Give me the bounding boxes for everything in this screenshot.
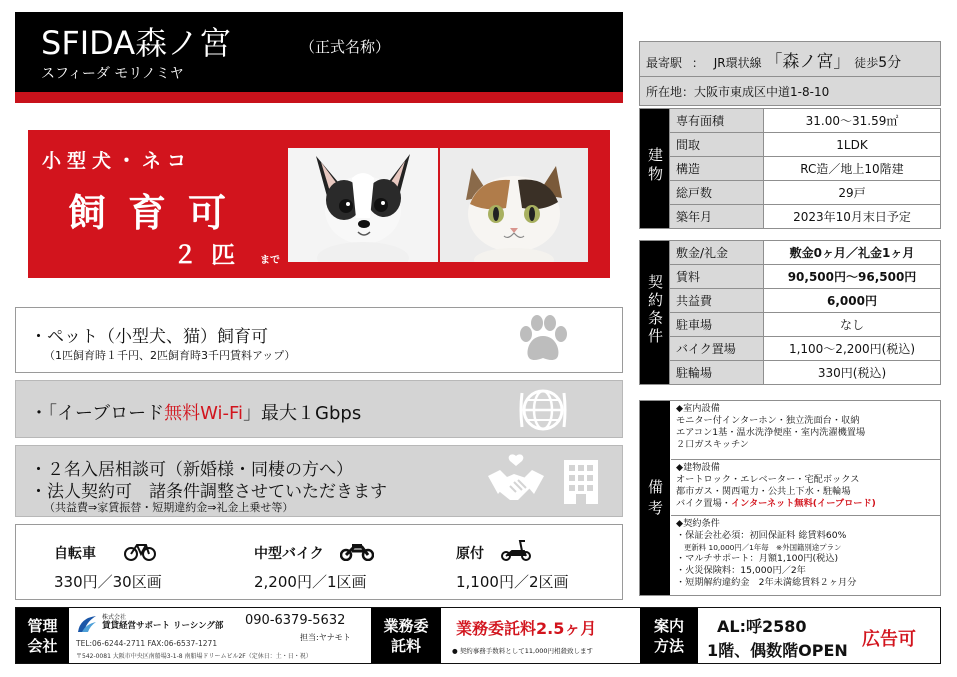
company-phone[interactable]: 090-6379-5632 (245, 613, 346, 628)
building-row (640, 157, 941, 181)
parking-motorcycle-label: 中型バイク (254, 546, 324, 562)
contract-row (640, 313, 941, 337)
station-cell (640, 42, 941, 77)
contract-row (640, 289, 941, 313)
contract-value: なし (764, 313, 941, 337)
feature-parking (15, 524, 623, 600)
contract-row (640, 241, 941, 265)
cat-photo (440, 148, 588, 262)
footer-guide-block (699, 608, 940, 663)
footer-commission-label (371, 608, 441, 663)
building-key: 構造 (670, 157, 764, 181)
footer-bar (15, 607, 941, 664)
company-tel-fax: TEL:06-6244-2711 FAX:06-6537-1271 (76, 639, 218, 648)
parking-scooter-price: 1,100円／2区画 (456, 573, 569, 591)
building-value: 2023年10月末日予定 (764, 205, 941, 229)
building-key: 築年月 (670, 205, 764, 229)
contract-key: 共益費 (670, 289, 764, 313)
building-label-text: 建物 (646, 147, 664, 185)
address-row (640, 77, 941, 106)
commission-value: 業務委託料2.5ヶ月 (456, 619, 597, 638)
contract-value: 敷金0ヶ月／礼金1ヶ月 (764, 241, 941, 265)
station-label: 最寄駅 (646, 55, 683, 70)
remarks-contract-line: ・短期解約違約金 2年未満総賃料２ヶ月分 (676, 577, 857, 588)
remarks-building-title: ◆建物設備 (676, 462, 720, 473)
feature-contract-sub: （共益費⇒家賃振替・短期違約金⇒礼金上乗せ等） (44, 501, 294, 514)
header-bar (15, 12, 623, 92)
remarks-room-block (671, 401, 940, 460)
remarks-room-line: ２口ガスキッチン (676, 439, 749, 450)
contract-row (640, 361, 941, 385)
station-line: JR環状線 (713, 55, 762, 70)
ad-allowed-label: 広告可 (862, 629, 916, 650)
footer-company-block (70, 608, 370, 663)
feature-wifi-text (30, 399, 361, 425)
feature-pet-main: ・ペット（小型犬、猫）飼育可 (30, 327, 268, 347)
building-table (639, 108, 941, 229)
paw-icon (516, 314, 570, 366)
remarks-building-line-last (676, 498, 940, 510)
pet-count-unit: まで (260, 255, 280, 266)
station-address-table (639, 41, 941, 106)
dog-illustration (288, 148, 438, 262)
cat-illustration (440, 148, 588, 262)
address-value: ：大阪市東成区中道1-8-10 (682, 84, 830, 99)
remarks-room-line: モニター付インターホン・独立洗面台・収納 (676, 415, 860, 426)
building-row (640, 205, 941, 229)
contract-value: 90,500円～96,500円 (764, 265, 941, 289)
contract-key: 駐車場 (670, 313, 764, 337)
contract-value: 330円(税込) (764, 361, 941, 385)
remarks-contract-block (671, 516, 940, 597)
pet-banner (28, 130, 610, 278)
official-name-tag: （正式名称） (300, 38, 391, 56)
pet-type-label: 小型犬・ネコ (42, 150, 193, 172)
contract-row (640, 337, 941, 361)
remarks-building-block (671, 460, 940, 516)
parking-bicycle-price: 330円／30区画 (54, 573, 162, 591)
building-key: 専有面積 (670, 109, 764, 133)
wifi-text-highlight: 無料Wi-Fi (164, 403, 244, 424)
building-value: 31.00～31.59㎡ (764, 109, 941, 133)
property-name: SFIDA森ノ宮 (41, 24, 232, 62)
guide-line-1: AL:呼2580 (717, 617, 807, 636)
commission-note: ● 契約事務手数料として11,000円相殺致します (452, 647, 593, 655)
contract-key: 賃料 (670, 265, 764, 289)
building-row (640, 181, 941, 205)
building-icon (560, 456, 602, 506)
header-stripe (15, 92, 623, 103)
building-key: 総戸数 (670, 181, 764, 205)
station-walk-minutes: 5分 (878, 54, 902, 71)
building-value: RC造／地上10階建 (764, 157, 941, 181)
footer-guide-label-text: 案内方法 (653, 617, 684, 655)
wifi-text-post: 」最大１Gbps (243, 403, 362, 424)
feature-contract-line1: ・２名入居相談可（新婚様・同棲の方へ） (30, 460, 353, 480)
contract-section-label (640, 241, 670, 385)
property-kana: スフィーダ モリノミヤ (41, 66, 184, 82)
remarks-room-line: エアコン1基・温水洗浄便座・室内洗濯機置場 (676, 427, 866, 438)
feature-contract-line2: ・法人契約可 諸条件調整させていただきます (30, 482, 387, 502)
feature-wifi (15, 380, 623, 438)
station-walk-prefix: 徒歩 (854, 55, 879, 70)
feature-pet (15, 307, 623, 373)
address-label: 所在地 (646, 84, 683, 99)
building-row (640, 133, 941, 157)
contract-key: 駐輪場 (670, 361, 764, 385)
globe-icon (518, 385, 568, 435)
station-name: 「森ノ宮」 (765, 51, 851, 72)
company-logo-icon (76, 614, 98, 634)
building-value: 29戸 (764, 181, 941, 205)
remarks-contract-small: 更新料 10,000円／1年毎 ※外国籍別途プラン (684, 543, 842, 552)
remarks-internet-free: インターネット無料(イーブロード) (730, 498, 876, 509)
footer-commission-label-text: 業務委託料 (383, 617, 429, 655)
company-small-label: 株式会社 (102, 614, 127, 621)
footer-guide-label (640, 608, 698, 663)
feature-contract (15, 445, 623, 517)
parking-motorcycle-price: 2,200円／1区画 (254, 573, 367, 591)
pet-count: ２匹 (173, 241, 249, 269)
handshake-icon (486, 454, 546, 508)
station-row (640, 42, 941, 77)
footer-mgmt-label (16, 608, 69, 663)
building-key: 間取 (670, 133, 764, 157)
remarks-bike-parking: バイク置場・ (676, 498, 731, 509)
contract-value: 1,100～2,200円(税込) (764, 337, 941, 361)
contract-row (640, 265, 941, 289)
contract-value: 6,000円 (764, 289, 941, 313)
bicycle-icon (124, 541, 156, 561)
footer-commission-block (442, 608, 638, 663)
building-value: 1LDK (764, 133, 941, 157)
remarks-room-title: ◆室内設備 (676, 403, 720, 414)
scooter-icon (500, 539, 532, 561)
parking-bicycle-label: 自転車 (54, 546, 96, 562)
building-row (640, 109, 941, 133)
building-section-label (640, 109, 670, 229)
remarks-section-label (640, 401, 670, 595)
remarks-contract-line: ・マルチサポート：月額1,100円(税込) (676, 553, 839, 564)
wifi-text-pre: ・「イーブロード (30, 403, 165, 424)
address-cell (640, 77, 941, 106)
remarks-building-line: オートロック・エレベーター・宅配ボックス (676, 474, 860, 485)
remarks-contract-line: ・保証会社必須：初回保証料 総賃料60% (676, 530, 847, 541)
contract-key: 敷金/礼金 (670, 241, 764, 265)
remarks-building-line: 都市ガス・関西電力・公共上下水・駐輪場 (676, 486, 851, 497)
remarks-panel (639, 400, 941, 596)
dog-photo (288, 148, 438, 262)
contract-table (639, 240, 941, 385)
station-colon: ： (691, 55, 704, 70)
footer-mgmt-label-text: 管理会社 (27, 617, 58, 655)
guide-line-2: 1階、偶数階OPEN (707, 641, 848, 660)
contract-key: バイク置場 (670, 337, 764, 361)
feature-pet-sub: （1匹飼育時１千円、2匹飼育時3千円賃料アップ） (44, 349, 296, 362)
remarks-label-text: 備考 (646, 479, 664, 521)
remarks-body (671, 401, 940, 595)
pet-allowed-label: 飼育可 (68, 191, 249, 235)
company-staff: 担当:ヤナモト (300, 633, 351, 642)
parking-scooter-label: 原付 (456, 546, 484, 562)
contract-label-text: 契約条件 (646, 274, 664, 346)
company-address: 〒542-0081 大阪市中央区南船場3-1-8 南船場ドリームビル2F（定休日：土・日・祝） (76, 653, 312, 660)
motorcycle-icon (340, 541, 374, 561)
remarks-contract-line: ・火災保険料：15,000円／2年 (676, 565, 806, 576)
company-name: 賃貸経営サポート リーシング部 (102, 621, 224, 631)
remarks-contract-title: ◆契約条件 (676, 518, 720, 529)
